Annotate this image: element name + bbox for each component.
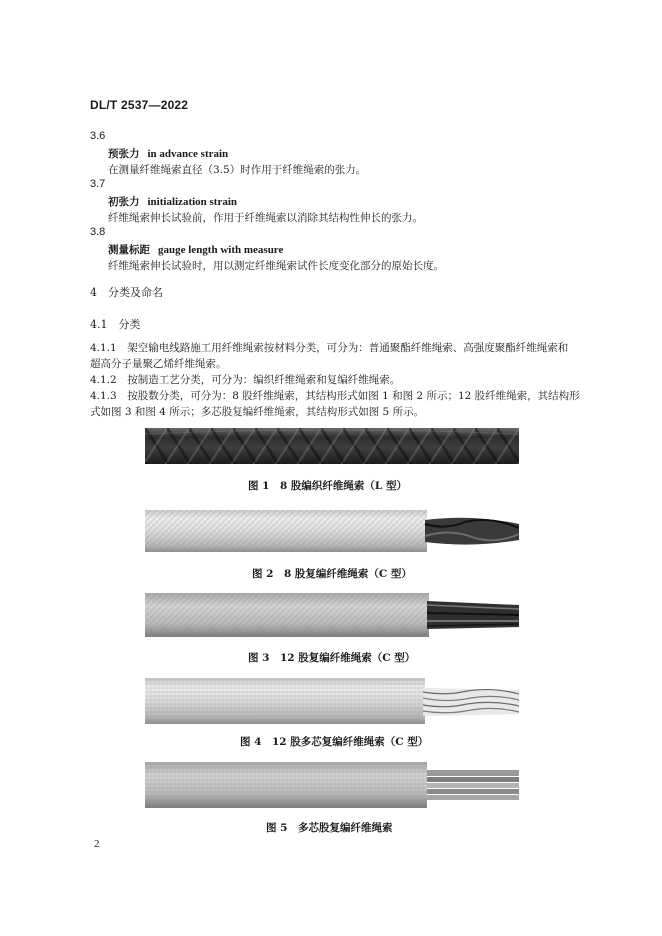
term-definition: 在测量纤维绳索直径（3.5）时作用于纤维绳索的张力。 (108, 164, 367, 176)
figure-2-double-braid-rope-image (145, 510, 519, 552)
page-number: 2 (94, 838, 100, 850)
figure-4-caption: 图 4 12 股多芯复编纤维绳索（C 型） (240, 736, 429, 748)
term-title (108, 194, 237, 209)
figure-2-caption: 图 2 8 股复编纤维绳索（C 型） (252, 568, 412, 580)
term-en: in advance strain (147, 148, 229, 160)
term-title (108, 242, 283, 257)
figure-5-caption: 图 5 多芯股复编纤维绳索 (266, 822, 393, 834)
figure-3-double-braid-rope-image (145, 593, 519, 637)
term-en: initialization strain (147, 196, 238, 208)
figure-1-braided-rope-image (145, 428, 519, 464)
figure-4-multi-core-rope-image (145, 678, 519, 724)
figure-3-caption: 图 3 12 股复编纤维绳索（C 型） (248, 652, 416, 664)
figure-5-multi-strand-rope-image (145, 762, 519, 808)
clause-4-1-2: 4.1.2 按制造工艺分类，可分为：编织纤维绳索和复编纤维绳索。 (90, 374, 401, 386)
figure-1-caption: 图 1 8 股编织纤维绳索（L 型） (248, 480, 407, 492)
clause-4-1-3-line-2: 式如图 3 和图 4 所示；多芯股复编纤维绳索，其结构形式如图 5 所示。 (90, 406, 425, 418)
term-number: 3.8 (90, 226, 106, 238)
clause-4-1-1-line-1: 4.1.1 架空输电线路施工用纤维绳索按材料分类，可分为：普通聚酯纤维绳索、高强度聚酯纤维绳索和 (90, 342, 569, 354)
document-header-id: DL/T 2537—2022 (90, 98, 189, 112)
term-number: 3.7 (90, 178, 106, 190)
term-definition: 纤维绳索伸长试验前，作用于纤维绳索以消除其结构性伸长的张力。 (108, 212, 423, 224)
term-zh: 初张力 (108, 196, 140, 208)
clause-4-1-1-line-2: 超高分子量聚乙烯纤维绳索。 (90, 358, 227, 370)
term-zh: 预张力 (108, 148, 140, 160)
term-title (108, 146, 228, 161)
term-en: gauge length with measure (158, 244, 284, 256)
term-definition: 纤维绳索伸长试验时，用以测定纤维绳索试件长度变化部分的原始长度。 (108, 260, 444, 272)
term-number: 3.6 (90, 130, 106, 142)
clause-4-1-3-line-1: 4.1.3 按股数分类，可分为：8 股纤维绳索，其结构形式如图 1 和图 2 所示；12 股纤维绳索，其结构形 (90, 390, 580, 402)
section-4-heading: 4 分类及命名 (90, 286, 163, 299)
term-zh: 测量标距 (108, 244, 150, 256)
section-4-1-heading: 4.1 分类 (90, 318, 141, 331)
